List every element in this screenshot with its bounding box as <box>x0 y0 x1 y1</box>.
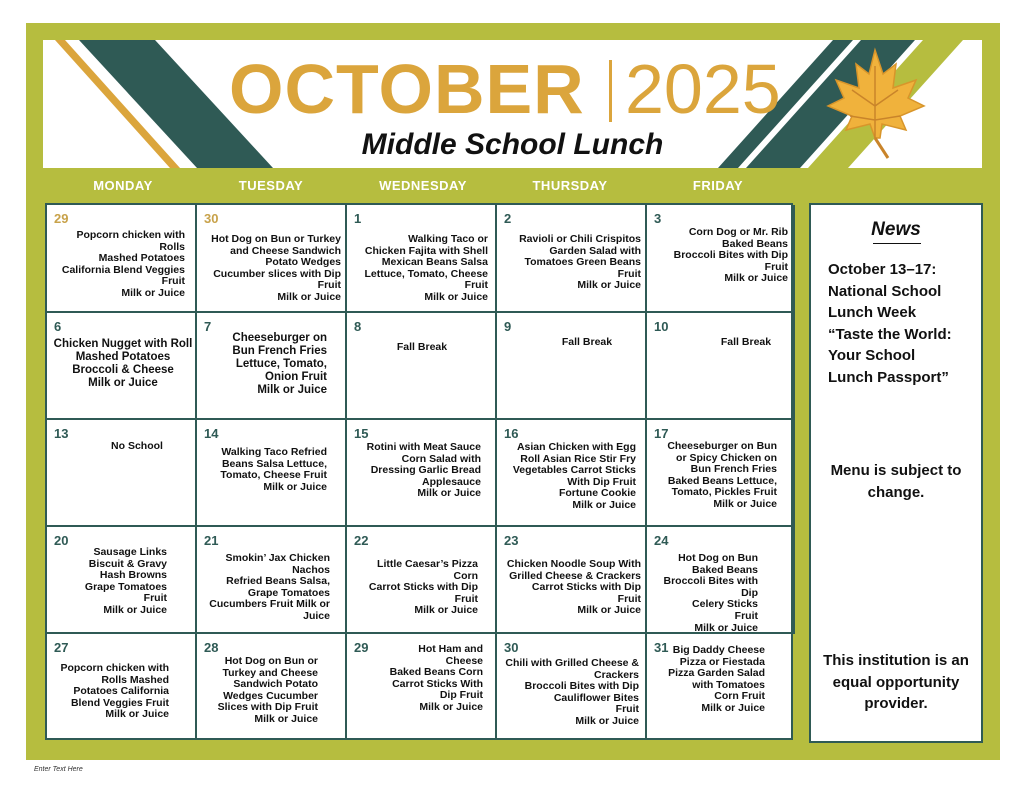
day-cell <box>497 634 647 738</box>
weekday-label: THURSDAY <box>532 178 608 193</box>
menu-text: Fall Break <box>396 341 448 353</box>
footer-placeholder-text[interactable]: Enter Text Here <box>34 766 83 773</box>
date-number: 14 <box>204 426 219 441</box>
menu-text: Hot Ham and Cheese Baked Beans Corn Carrot Sticks With Dip Fruit Milk or Juice <box>389 643 483 713</box>
day-cell <box>47 313 197 420</box>
day-cell <box>647 527 795 634</box>
date-number: 9 <box>504 319 512 334</box>
date-number: 10 <box>654 319 669 334</box>
day-cell <box>647 205 795 313</box>
title-month: OCTOBER <box>229 50 585 128</box>
date-number: 17 <box>654 426 669 441</box>
day-cell <box>347 205 497 313</box>
day-cell <box>47 420 197 527</box>
weekday-header-row <box>43 168 793 204</box>
date-number: 29 <box>54 211 69 226</box>
day-cell <box>197 205 347 313</box>
menu-text: Hot Dog on Bun or Turkey and Cheese Sandwich Potato Wedges Cucumber Slices with Dip Fruit Milk or Juice <box>217 655 318 725</box>
news-panel <box>809 203 983 743</box>
date-number: 2 <box>504 211 512 226</box>
day-cell <box>47 634 197 738</box>
date-number: 13 <box>54 426 69 441</box>
menu-text: Chicken Nugget with Roll Mashed Potatoes Broccoli & Cheese Milk or Juice <box>53 338 193 389</box>
date-number: 20 <box>54 533 69 548</box>
menu-text: Smokin’ Jax Chicken Nachos Refried Beans Salsa, Grape Tomatoes Cucumbers Fruit Milk or Juice <box>209 552 330 622</box>
date-number: 31 <box>654 640 669 655</box>
menu-text: Hot Dog on Bun or Turkey and Cheese Sandwich Potato Wedges Cucumber slices with Dip Fruit Milk or Juice <box>211 233 341 303</box>
menu-text: Rotini with Meat Sauce Corn Salad with Dressing Garlic Bread Applesauce Milk or Juice <box>366 441 481 500</box>
menu-text: Popcorn chicken with Rolls Mashed Potatoes California Blend Veggies Fruit Milk or Juice <box>61 229 185 299</box>
day-cell <box>347 420 497 527</box>
day-cell <box>347 313 497 420</box>
date-number: 6 <box>54 319 62 334</box>
news-equal-opportunity: This institution is an equal opportunity provider. <box>823 652 969 712</box>
day-cell <box>47 527 197 634</box>
title-year: 2025 <box>625 50 781 128</box>
menu-text: Asian Chicken with Egg Roll Asian Rice Stir Fry Vegetables Carrot Sticks With Dip Fruit Fortune Cookie Milk or Juice <box>512 441 636 511</box>
menu-text: Big Daddy Cheese Pizza or Fiestada Pizza Garden Salad with Tomatoes Corn Fruit Milk or Juice <box>668 644 765 714</box>
weekday-label: TUESDAY <box>238 178 304 193</box>
date-number: 30 <box>204 211 219 226</box>
date-number: 1 <box>354 211 362 226</box>
weekday-label: MONDAY <box>93 178 153 193</box>
menu-text: Popcorn chicken with Rolls Mashed Potatoes California Blend Veggies Fruit Milk or Juice <box>60 662 169 721</box>
date-number: 23 <box>504 533 519 548</box>
menu-text: Fall Break <box>720 336 772 348</box>
day-cell <box>347 527 497 634</box>
menu-text: Cheeseburger on Bun French Fries Lettuce, Tomato, Onion Fruit Milk or Juice <box>232 332 327 396</box>
menu-text: Chili with Grilled Cheese & Crackers Broccoli Bites with Dip Cauliflower Bites Fruit Milk or Juice <box>505 657 639 727</box>
menu-text: Corn Dog or Mr. Rib Baked Beans Broccoli Bites with Dip Fruit Milk or Juice <box>673 226 788 285</box>
news-title-underline <box>873 243 921 244</box>
date-number: 24 <box>654 533 669 548</box>
menu-text: Cheeseburger on Bun or Spicy Chicken on Bun French Fries Baked Beans Lettuce, Tomato, Pickles Fruit Milk or Juice <box>667 440 777 510</box>
date-number: 22 <box>354 533 369 548</box>
menu-text: No School <box>111 440 163 452</box>
date-number: 21 <box>204 533 219 548</box>
date-number: 27 <box>54 640 69 655</box>
day-cell <box>347 634 497 738</box>
page-subtitle: Middle School Lunch <box>361 128 664 161</box>
menu-text: Little Caesar’s Pizza Corn Carrot Sticks with Dip Fruit Milk or Juice <box>368 558 478 617</box>
date-number: 30 <box>504 640 519 655</box>
menu-text: Sausage Links Biscuit & Gravy Hash Browns Grape Tomatoes Fruit Milk or Juice <box>84 546 167 616</box>
day-cell <box>647 420 795 527</box>
menu-text: Hot Dog on Bun Baked Beans Broccoli Bites with Dip Celery Sticks Fruit Milk or Juice <box>663 552 758 634</box>
menu-text: Ravioli or Chili Crispitos Garden Salad with Tomatoes Green Beans Fruit Milk or Juice <box>519 233 641 292</box>
day-cell <box>647 313 795 420</box>
day-cell <box>47 205 197 313</box>
day-cell <box>497 205 647 313</box>
weekday-label: FRIDAY <box>692 178 744 193</box>
date-number: 7 <box>204 319 212 334</box>
menu-text: Chicken Noodle Soup With Grilled Cheese & Crackers Carrot Sticks with Dip Fruit Milk or Juice <box>506 558 641 617</box>
date-number: 16 <box>504 426 519 441</box>
menu-text: Walking Taco Refried Beans Salsa Lettuce, Tomato, Cheese Fruit Milk or Juice <box>220 446 327 493</box>
day-cell <box>197 634 347 738</box>
title-divider <box>609 60 612 122</box>
news-lunch-week: October 13–17: National School Lunch Week “Taste the World: Your School Lunch Passport” <box>828 261 952 386</box>
day-cell <box>197 527 347 634</box>
day-cell <box>497 527 647 634</box>
news-title: News <box>871 219 921 240</box>
calendar-grid <box>45 203 793 740</box>
date-number: 28 <box>204 640 219 655</box>
date-number: 29 <box>354 640 369 655</box>
date-number: 15 <box>354 426 369 441</box>
day-cell <box>497 313 647 420</box>
date-number: 3 <box>654 211 662 226</box>
weekday-label: WEDNESDAY <box>379 178 467 193</box>
menu-text: Fall Break <box>561 336 613 348</box>
day-cell <box>197 420 347 527</box>
day-cell <box>647 634 795 738</box>
menu-text: Walking Taco or Chicken Fajita with Shell Mexican Beans Salsa Lettuce, Tomato, Cheese Fruit Milk or Juice <box>364 233 488 303</box>
day-cell <box>497 420 647 527</box>
news-menu-notice: Menu is subject to change. <box>830 462 962 501</box>
date-number: 8 <box>354 319 362 334</box>
header-banner <box>43 40 982 168</box>
day-cell <box>197 313 347 420</box>
